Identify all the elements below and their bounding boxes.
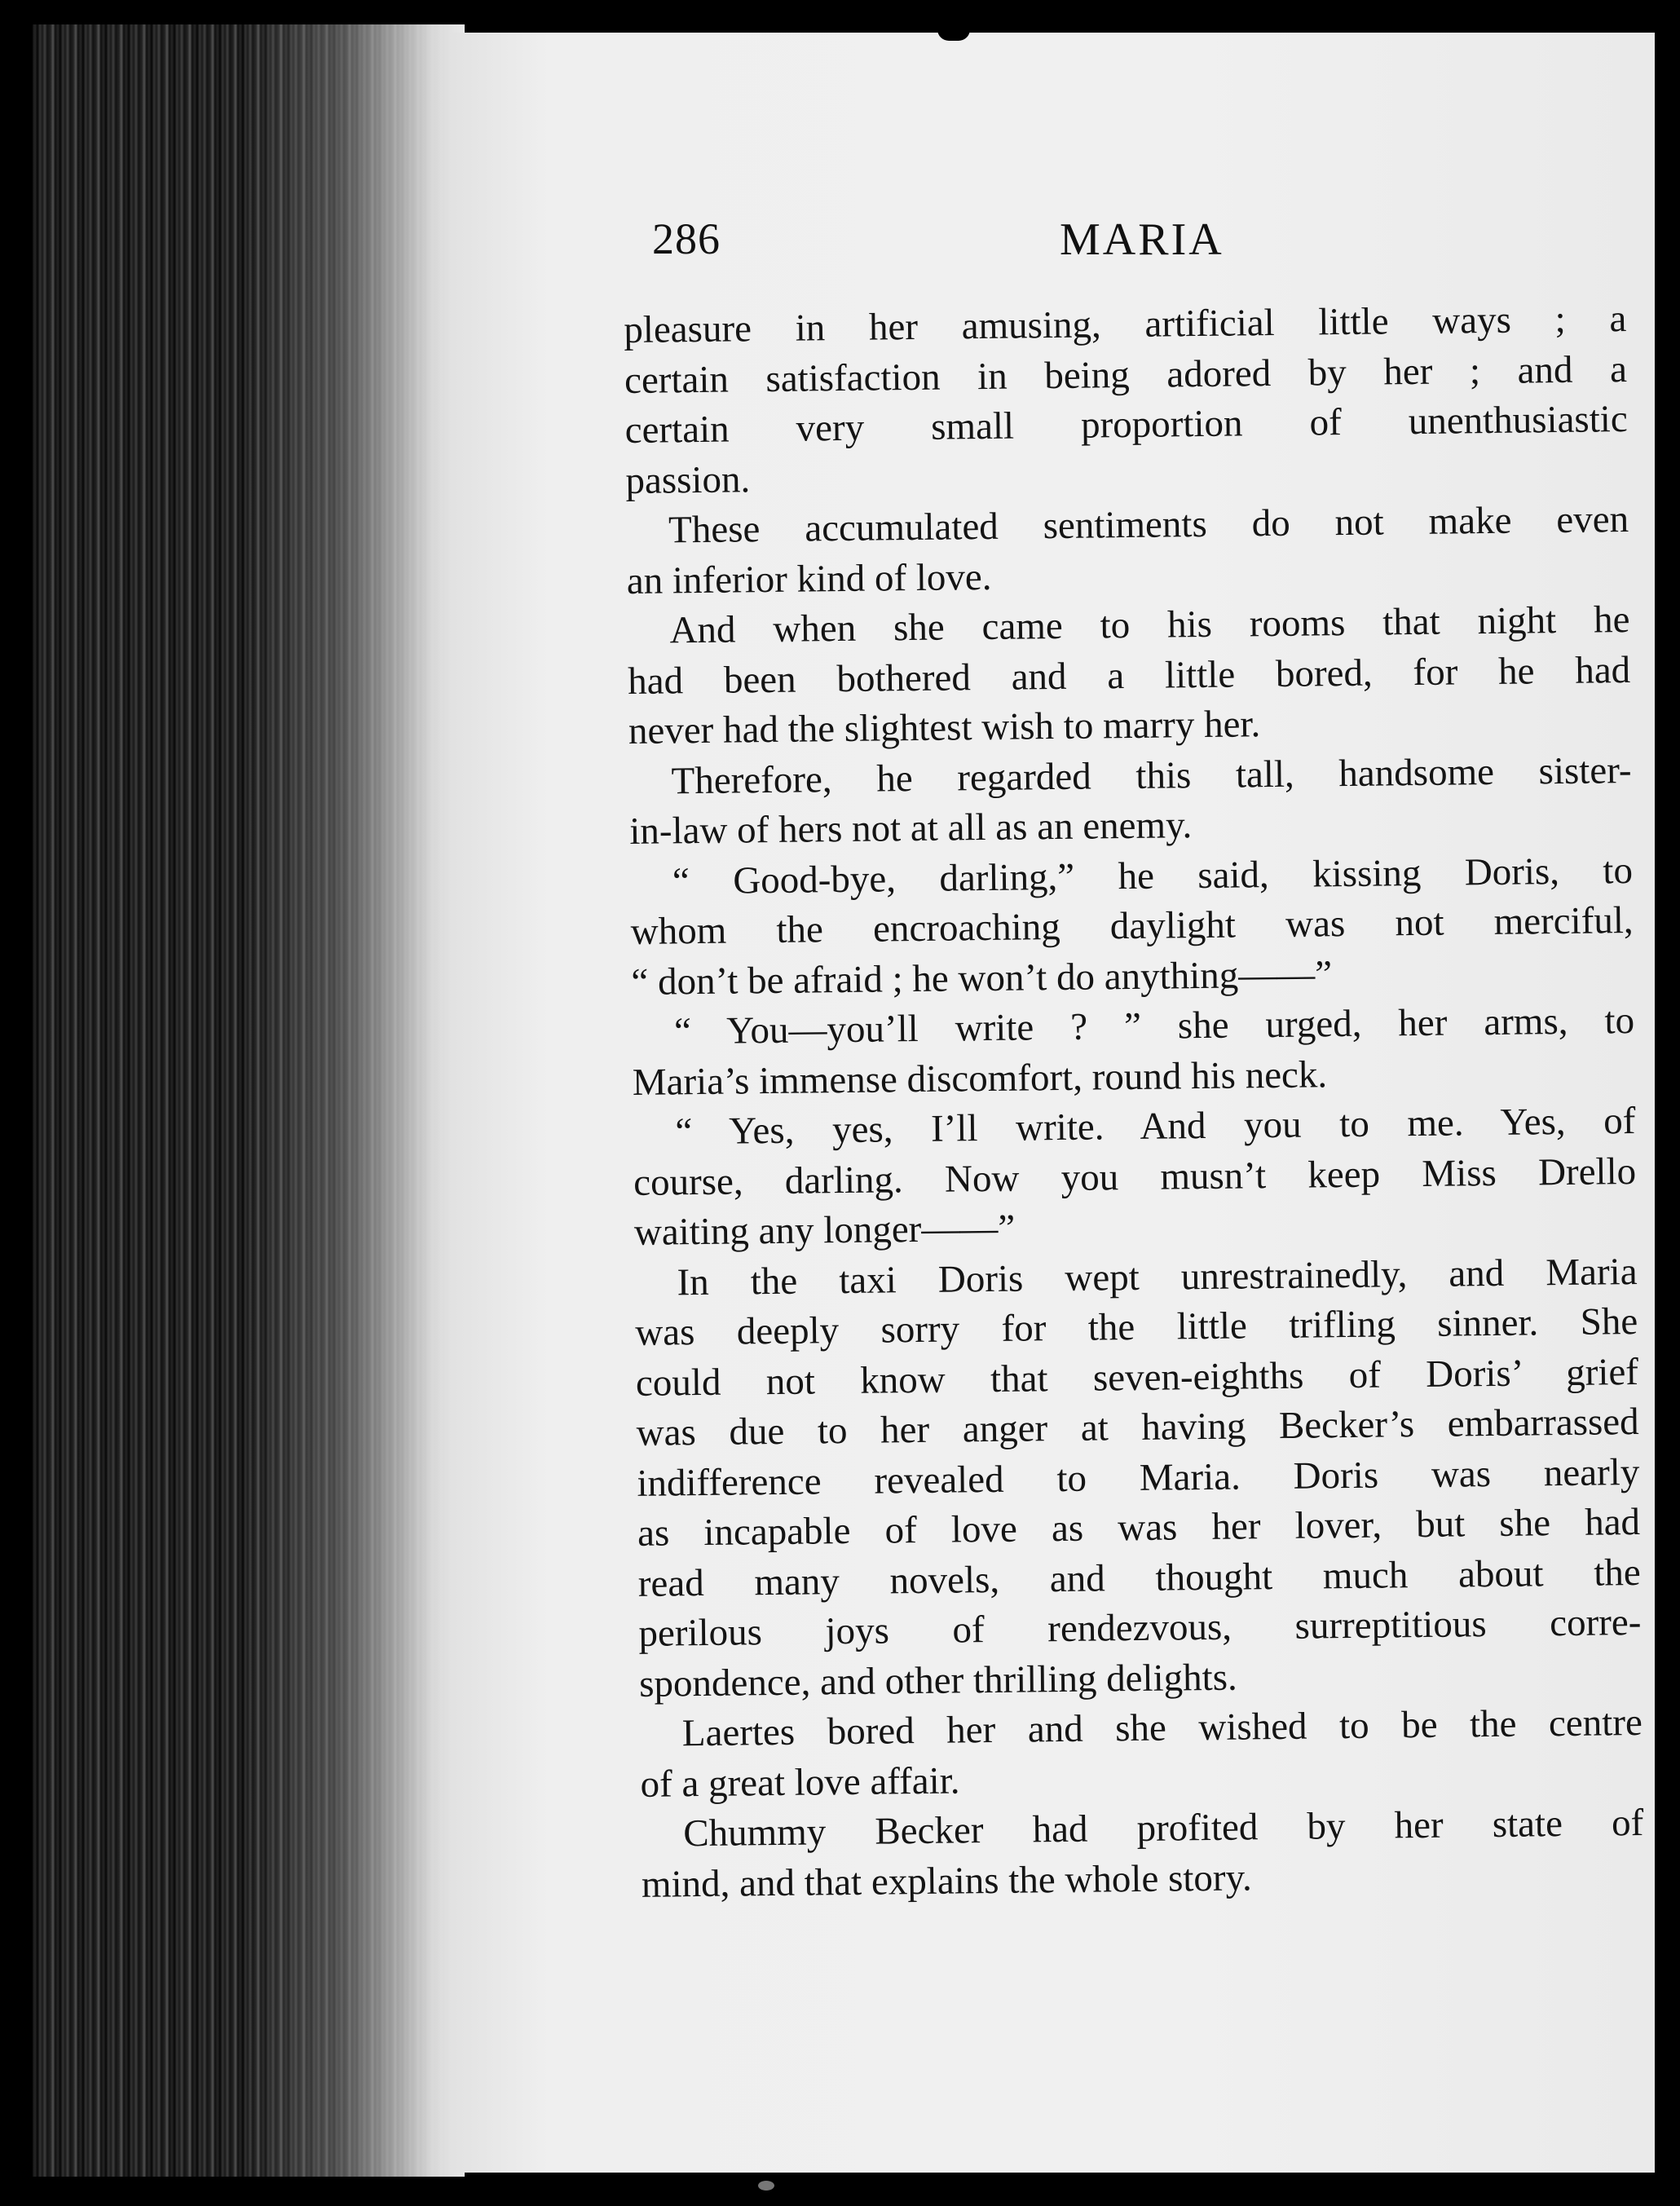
paragraph [640,1698,1643,1810]
paragraph [627,595,1631,757]
text-line: pleasure in her amusing, artificial little ways ; a [624,298,1627,351]
text-line: of a great love affair. [640,1758,960,1806]
page-header [652,214,1606,279]
text-line: “ Good-bye, darling,” he said, kissing Doris, to [672,849,1634,902]
gutter-shadow [245,24,465,2177]
text-line: in-law of hers not at all as an enemy. [629,804,1193,853]
paragraph [624,294,1629,506]
text-line: an inferior kind of love. [626,555,992,602]
text-line: “ You—you’ll write ? ” she urged, her arms, to [673,999,1635,1053]
text-line: Maria’s immense discomfort, round his neck. [632,1052,1328,1104]
body-text [624,294,1644,1910]
text-line: indifference revealed to Maria. Doris was nearly [637,1450,1640,1505]
text-line: had been bothered and a little bored, for he had [627,648,1631,703]
text-line: mind, and that explains the whole story. [641,1855,1253,1906]
text-line: Laertes bored her and she wished to be the centre [681,1701,1643,1755]
paragraph [634,1246,1642,1709]
text-line: was deeply sorry for the little trifling sinner. She [634,1299,1638,1354]
paragraph [633,1096,1637,1258]
paragraph [626,495,1629,607]
paragraph [630,846,1634,1008]
text-line: “ Yes, yes, I’ll write. And you to me. Yes, of [675,1099,1636,1154]
text-line: spondence, and other thrilling delights. [638,1656,1238,1705]
text-line: certain very small proportion of unenthusiastic [624,398,1628,452]
text-line: Chummy Becker had profited by her state of [682,1801,1644,1855]
text-line: could not know that seven-eighths of Doris’ grief [635,1350,1639,1405]
running-head: MARIA [1060,214,1224,265]
text-line: And when she came to his rooms that night he [669,598,1630,652]
paragraph [628,746,1632,858]
paragraph [641,1798,1644,1910]
text-line: Therefore, he regarded this tall, handsome sister- [671,748,1632,802]
text-line: waiting any longer——” [633,1207,1016,1254]
text-line: In the taxi Doris wept unrestrainedly, and Maria [677,1250,1638,1304]
page-number: 286 [652,214,721,263]
text-line: read many novels, and thought much about the [637,1551,1641,1605]
text-line: passion. [625,457,751,502]
text-line: as incapable of love as was her lover, but she had [637,1500,1641,1555]
text-line: was due to her anger at having Becker’s embarrassed [636,1400,1639,1454]
text-line: perilous joys of rendezvous, surreptitious corre- [638,1600,1642,1655]
text-line: never had the slightest wish to marry her. [628,703,1261,752]
text-line: course, darling. Now you musn’t keep Miss Drello [633,1149,1637,1204]
text-line: These accumulated sentiments do not make even [668,498,1629,552]
text-line: certain satisfaction in being adored by her ; and a [624,347,1628,402]
text-line: “ don’t be afraid ; he won’t do anything——” [631,952,1333,1004]
paragraph [632,996,1635,1108]
scan-speck [758,2181,774,2191]
text-line: whom the encroaching daylight was not merciful, [630,898,1634,953]
